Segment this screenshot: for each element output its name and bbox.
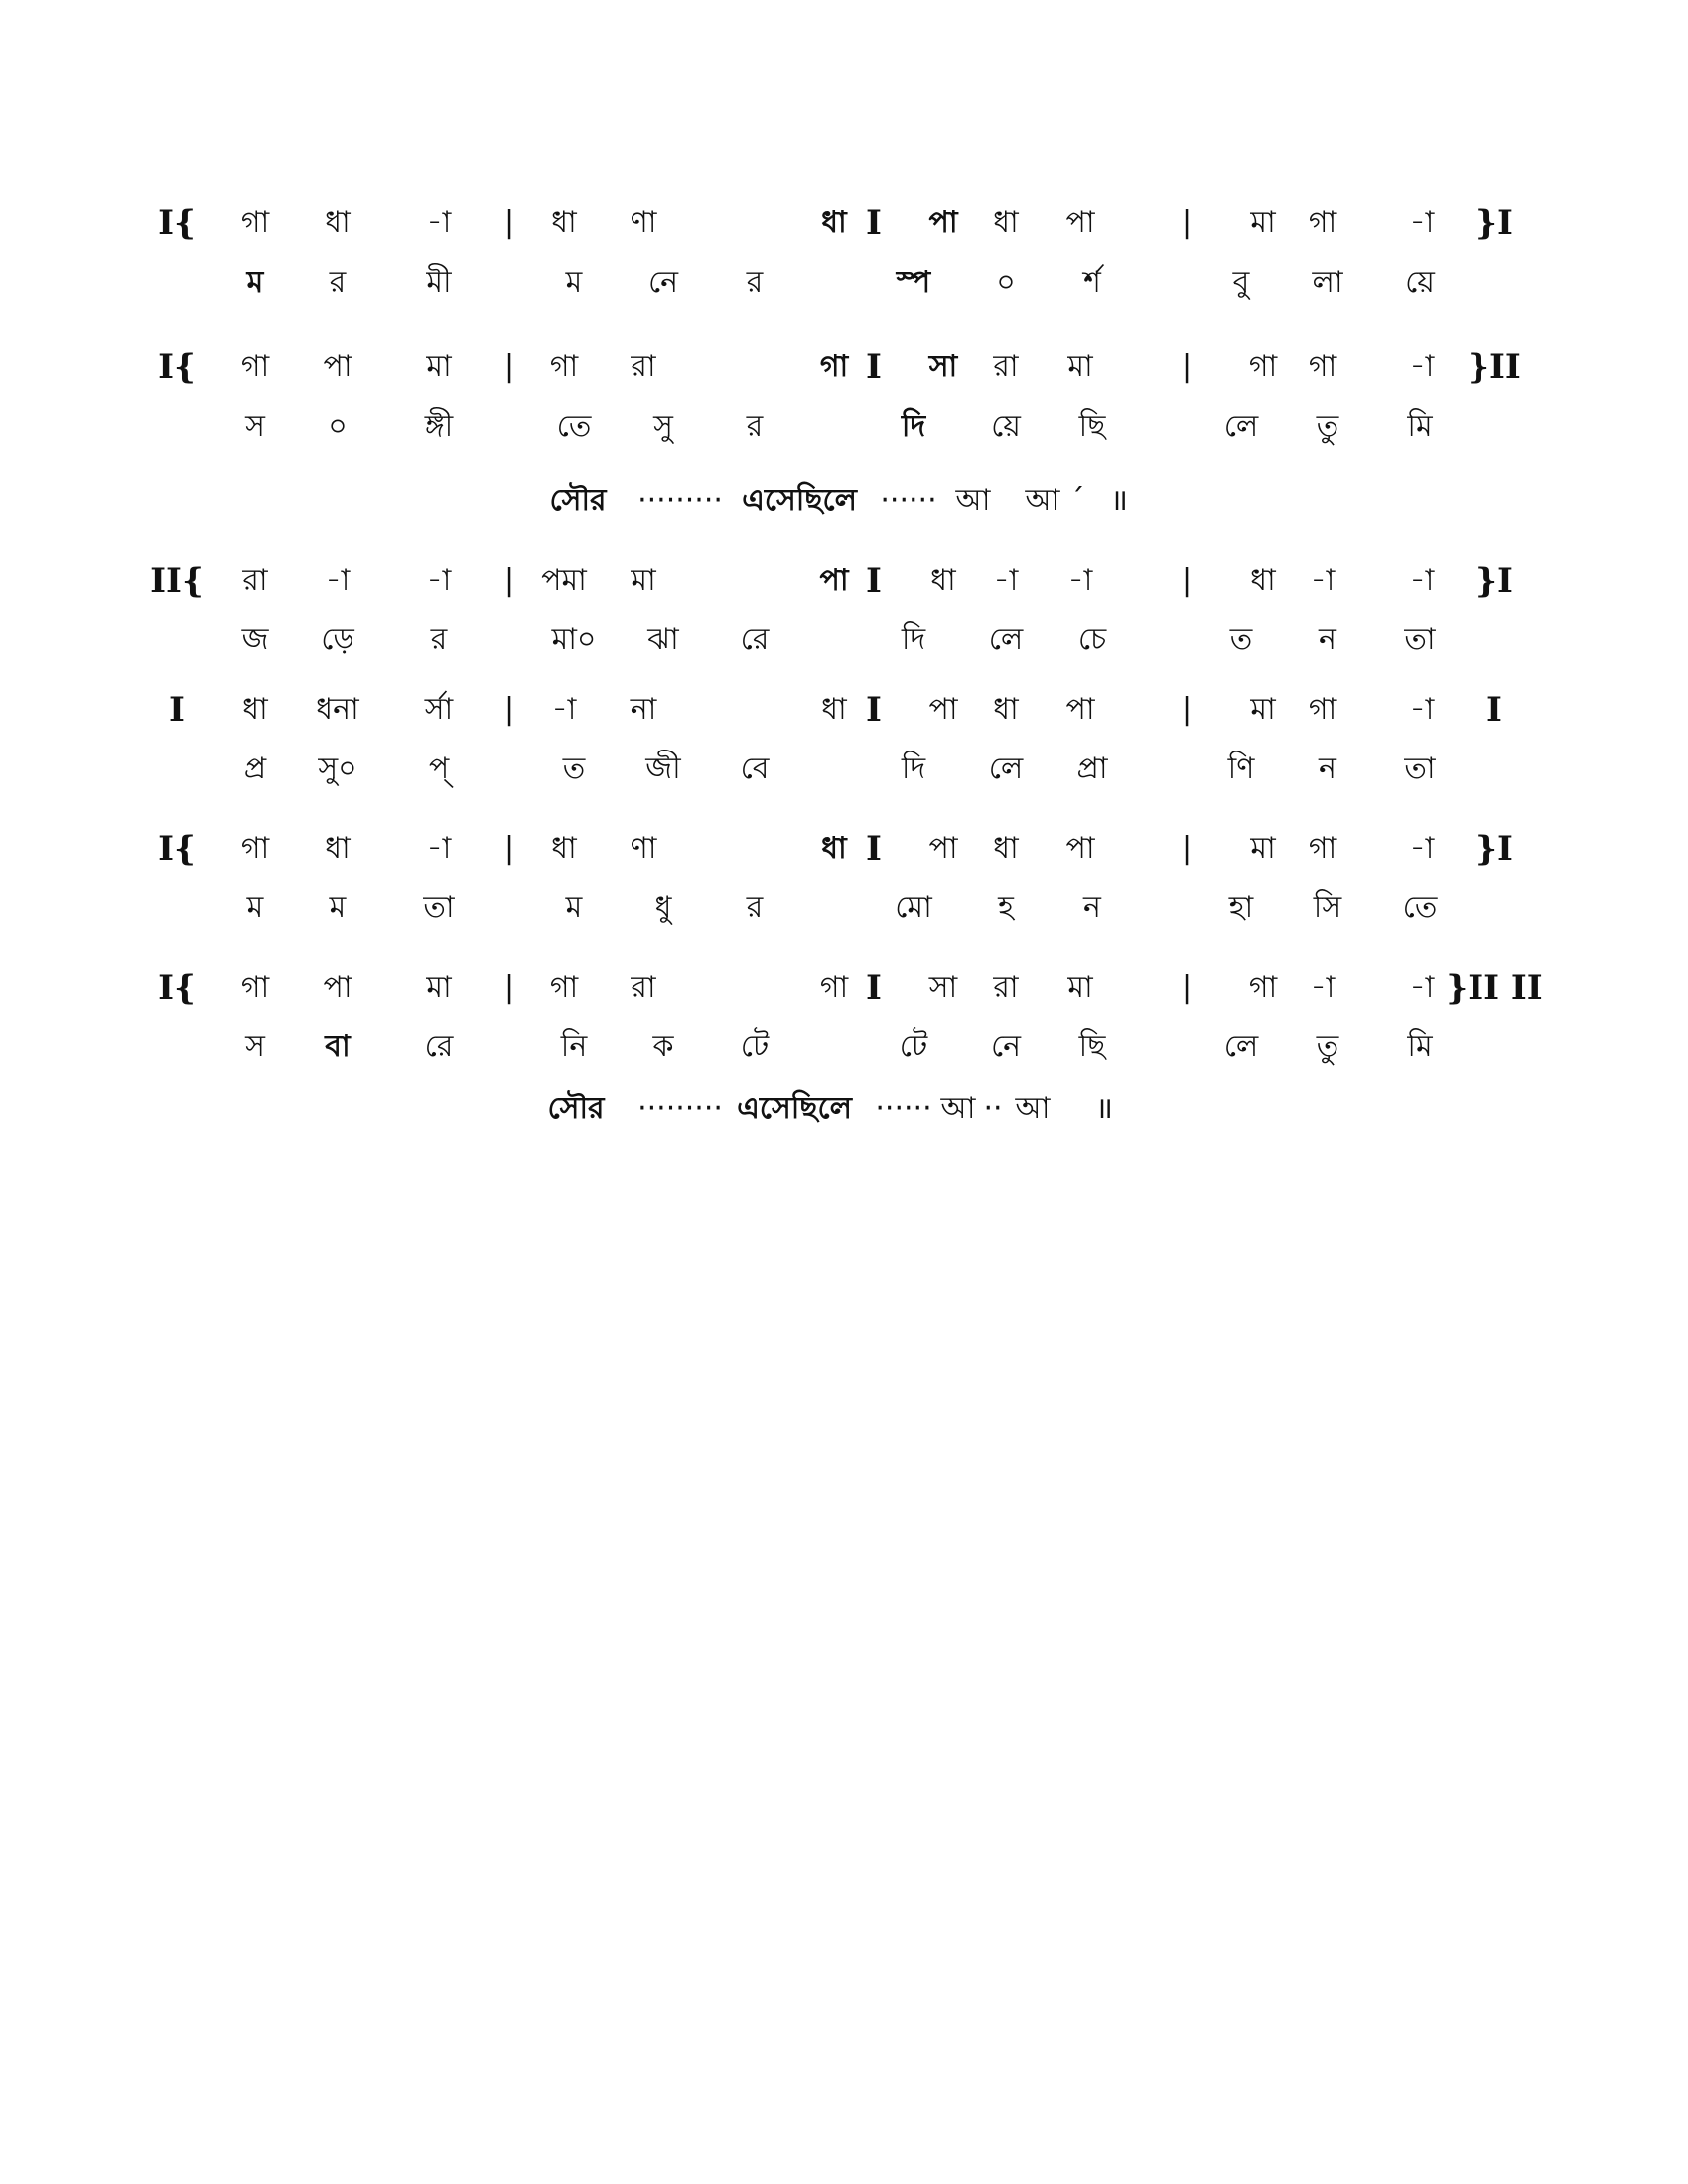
lyric-syllable: দি: [901, 409, 926, 444]
swara-note: ধা: [821, 205, 847, 240]
swara-note: ধা: [325, 831, 351, 866]
bar-marker: }II II: [1446, 968, 1543, 1008]
lyric-syllable: নে: [990, 1029, 1022, 1064]
lyric-syllable: তা: [1404, 751, 1436, 786]
swara-note: মা: [1067, 970, 1093, 1005]
lyric-syllable: নি: [560, 1029, 588, 1064]
beat-divider: |: [503, 831, 515, 866]
swara-note: গা: [1308, 205, 1337, 240]
beat-divider: |: [1181, 970, 1193, 1005]
lyric-syllable: বু: [1232, 265, 1250, 300]
lyric-syllable: র: [329, 265, 347, 300]
lyric-syllable: হ: [998, 890, 1014, 925]
beat-divider: |: [1181, 349, 1193, 384]
beat-divider: |: [503, 692, 515, 727]
bar-marker: I: [866, 968, 882, 1008]
swara-note: ধা: [551, 831, 577, 866]
chorus-end-mark: ॥: [1110, 483, 1128, 518]
notation-row: [0, 556, 1688, 606]
lyric-syllable: ম: [246, 265, 264, 300]
bar-marker: I{: [158, 204, 196, 243]
lyric-row: [0, 615, 1688, 665]
swara-note: সা: [928, 970, 958, 1005]
lyric-row: [0, 884, 1688, 933]
chorus-word: সৌর: [547, 1091, 605, 1126]
lyric-syllable: র্শ: [1083, 265, 1101, 300]
bar-marker: II{: [150, 561, 204, 601]
lyric-syllable: য়ে: [1405, 265, 1435, 300]
swara-note: পা: [928, 831, 958, 866]
lyric-syllable: সু: [653, 409, 673, 444]
swara-note: -া: [551, 692, 577, 727]
lyric-syllable: ম: [329, 890, 347, 925]
swara-note: রা: [242, 563, 268, 598]
lyric-row: [0, 258, 1688, 308]
swara-note: মা: [426, 349, 452, 384]
swara-note: গা: [1248, 349, 1278, 384]
lyric-syllable: ঝা: [647, 622, 679, 657]
lyric-syllable: স: [245, 409, 265, 444]
lyric-syllable: ত: [562, 751, 586, 786]
swara-note: -া: [1409, 831, 1435, 866]
lyric-syllable: ম: [565, 890, 583, 925]
swara-note: র্সা: [424, 692, 454, 727]
swara-note: -া: [993, 563, 1019, 598]
swara-note: গা: [819, 349, 849, 384]
lyric-syllable: দি: [901, 751, 926, 786]
lyric-syllable: তা: [1404, 622, 1436, 657]
lyric-syllable: র: [746, 265, 764, 300]
swara-note: ধা: [551, 205, 577, 240]
chorus-mark: ··: [983, 1091, 1003, 1126]
lyric-syllable: স্প: [896, 265, 931, 300]
swara-note: গা: [240, 970, 270, 1005]
lyric-syllable: লে: [988, 622, 1024, 657]
lyric-syllable: মা০: [551, 622, 597, 657]
swara-note: ধনা: [316, 692, 359, 727]
notation-row: [0, 199, 1688, 248]
chorus-word: এসেছিলে: [742, 483, 857, 518]
bar-marker: }I: [1476, 829, 1513, 869]
swara-note: রা: [993, 970, 1019, 1005]
notation-row: [0, 963, 1688, 1013]
lyric-syllable: নে: [647, 265, 679, 300]
swara-note: রা: [631, 349, 656, 384]
lyric-syllable: তা: [423, 890, 455, 925]
lyric-syllable: সি: [1313, 890, 1342, 925]
bar-marker: I{: [158, 968, 196, 1008]
lyric-syllable: র: [746, 409, 764, 444]
bar-marker: I: [866, 829, 882, 869]
lyric-syllable: তে: [556, 409, 592, 444]
lyric-syllable: ণি: [1227, 751, 1255, 786]
swara-note: -া: [1409, 205, 1435, 240]
lyric-syllable: তু: [1316, 409, 1339, 444]
swara-note: ধা: [821, 692, 847, 727]
lyric-syllable: র: [746, 890, 764, 925]
chorus-word: আ: [1015, 1091, 1051, 1126]
swara-note: রা: [631, 970, 656, 1005]
swara-note: মা: [1250, 831, 1276, 866]
lyric-syllable: রে: [424, 1029, 454, 1064]
lyric-syllable: বা: [325, 1029, 351, 1064]
bar-marker: I: [866, 690, 882, 730]
swara-note: ধা: [993, 205, 1019, 240]
lyric-syllable: দি: [901, 622, 926, 657]
swara-note: মা: [631, 563, 656, 598]
lyric-syllable: তু: [1316, 1029, 1339, 1064]
swara-note: -া: [1409, 349, 1435, 384]
lyric-syllable: ক: [652, 1029, 674, 1064]
lyric-row: [0, 745, 1688, 794]
swara-note: পা: [1065, 205, 1095, 240]
notation-row: [0, 342, 1688, 392]
swara-note: ধা: [930, 563, 956, 598]
swara-note: পা: [928, 205, 958, 240]
swara-note: পা: [928, 692, 958, 727]
beat-divider: |: [1181, 692, 1193, 727]
beat-divider: |: [1181, 205, 1193, 240]
beat-divider: |: [503, 563, 515, 598]
chorus-word: এসেছিলে: [737, 1091, 852, 1126]
swara-note: পা: [323, 349, 352, 384]
swara-note: গা: [240, 831, 270, 866]
beat-divider: |: [1181, 831, 1193, 866]
bar-marker: }I: [1476, 204, 1513, 243]
swara-note: -া: [426, 831, 452, 866]
bar-marker: }I: [1476, 561, 1513, 601]
lyric-syllable: য়ে: [991, 409, 1021, 444]
chorus-dots: ······: [880, 483, 937, 518]
chorus-dots: ·········: [637, 483, 723, 518]
beat-divider: |: [503, 970, 515, 1005]
lyric-syllable: ০: [328, 409, 348, 444]
chorus-end-mark: ॥: [1095, 1091, 1113, 1126]
swara-note: গা: [240, 205, 270, 240]
chorus-dots: ······: [875, 1091, 932, 1126]
lyric-syllable: ড়ে: [321, 622, 354, 657]
lyric-syllable: ০: [996, 265, 1016, 300]
chorus-line: [0, 477, 1688, 526]
swara-note: -া: [426, 563, 452, 598]
swara-note: -া: [1409, 970, 1435, 1005]
beat-divider: |: [503, 349, 515, 384]
swara-note: মা: [1250, 205, 1276, 240]
lyric-syllable: ঙ্গী: [424, 409, 454, 444]
swara-note: না: [630, 692, 657, 727]
swara-note: গা: [1248, 970, 1278, 1005]
swara-note: পা: [1065, 831, 1095, 866]
bar-marker: I: [866, 204, 882, 243]
swara-note: -া: [1067, 563, 1093, 598]
swara-note: পমা: [541, 563, 587, 598]
swara-note: -া: [426, 205, 452, 240]
lyric-syllable: মি: [1407, 1029, 1433, 1064]
lyric-row: [0, 402, 1688, 452]
swara-note: ধা: [993, 692, 1019, 727]
swara-note: গা: [1308, 831, 1337, 866]
bar-marker: I: [169, 690, 185, 730]
swara-note: পা: [323, 970, 352, 1005]
swara-note: ধা: [242, 692, 268, 727]
lyric-syllable: চে: [1077, 622, 1107, 657]
lyric-syllable: লে: [988, 751, 1024, 786]
swara-note: -া: [1409, 692, 1435, 727]
chorus-word: আ: [1025, 483, 1060, 518]
swara-note: ধা: [993, 831, 1019, 866]
lyric-syllable: বে: [740, 751, 770, 786]
swara-note: গা: [240, 349, 270, 384]
lyric-row: [0, 1023, 1688, 1072]
swara-note: ধা: [821, 831, 847, 866]
chorus-dots: ·········: [637, 1091, 723, 1126]
lyric-syllable: জী: [645, 751, 681, 786]
bar-marker: }II: [1468, 347, 1521, 387]
lyric-syllable: প্: [428, 751, 450, 786]
chorus-line: [0, 1084, 1688, 1134]
chorus-word: আ: [955, 483, 991, 518]
swara-note: মা: [1250, 692, 1276, 727]
bar-marker: I{: [158, 829, 196, 869]
swara-note: রা: [993, 349, 1019, 384]
notation-row: [0, 824, 1688, 874]
swara-note: ণা: [630, 205, 657, 240]
lyric-syllable: মি: [1407, 409, 1433, 444]
bar-marker: I{: [158, 347, 196, 387]
lyric-syllable: ছি: [1078, 1029, 1106, 1064]
lyric-syllable: টে: [899, 1029, 928, 1064]
lyric-syllable: প্র: [243, 751, 267, 786]
lyric-syllable: লা: [1312, 265, 1343, 300]
notation-row: [0, 685, 1688, 735]
lyric-syllable: লে: [1223, 1029, 1259, 1064]
chorus-word: আ: [940, 1091, 976, 1126]
lyric-syllable: জ: [241, 622, 269, 657]
swara-note: -া: [325, 563, 351, 598]
beat-divider: |: [503, 205, 515, 240]
beat-divider: |: [1181, 563, 1193, 598]
lyric-syllable: র: [430, 622, 448, 657]
swara-note: ণা: [630, 831, 657, 866]
swara-note: গা: [549, 970, 579, 1005]
lyric-syllable: ছি: [1078, 409, 1106, 444]
swara-note: পা: [1065, 692, 1095, 727]
bar-marker: I: [866, 347, 882, 387]
swara-note: গা: [1308, 692, 1337, 727]
lyric-syllable: মো: [895, 890, 932, 925]
swara-note: মা: [1067, 349, 1093, 384]
lyric-syllable: তে: [1402, 890, 1438, 925]
lyric-syllable: ধু: [654, 890, 672, 925]
lyric-syllable: মী: [426, 265, 452, 300]
swara-note: ধা: [1250, 563, 1276, 598]
lyric-syllable: ম: [246, 890, 264, 925]
chorus-mark: ´: [1069, 483, 1085, 518]
swara-note: গা: [549, 349, 579, 384]
swara-note: সা: [928, 349, 958, 384]
lyric-syllable: ম: [565, 265, 583, 300]
swara-note: গা: [1308, 349, 1337, 384]
swara-note: মা: [426, 970, 452, 1005]
lyric-syllable: ন: [1319, 751, 1336, 786]
chorus-word: সৌর: [549, 483, 607, 518]
lyric-syllable: টে: [740, 1029, 770, 1064]
swara-note: গা: [819, 970, 849, 1005]
lyric-syllable: ত: [1229, 622, 1253, 657]
swara-note: পা: [819, 563, 849, 598]
lyric-syllable: ন: [1319, 622, 1336, 657]
lyric-syllable: ন: [1083, 890, 1101, 925]
lyric-syllable: স: [245, 1029, 265, 1064]
swara-note: ধা: [325, 205, 351, 240]
lyric-syllable: প্রা: [1076, 751, 1108, 786]
swara-note: -া: [1310, 563, 1336, 598]
lyric-syllable: সু০: [318, 751, 357, 786]
lyric-syllable: রে: [740, 622, 770, 657]
lyric-syllable: লে: [1223, 409, 1259, 444]
lyric-syllable: হা: [1228, 890, 1254, 925]
swara-note: -া: [1409, 563, 1435, 598]
bar-marker: I: [1486, 690, 1502, 730]
bar-marker: I: [866, 561, 882, 601]
swara-note: -া: [1310, 970, 1336, 1005]
